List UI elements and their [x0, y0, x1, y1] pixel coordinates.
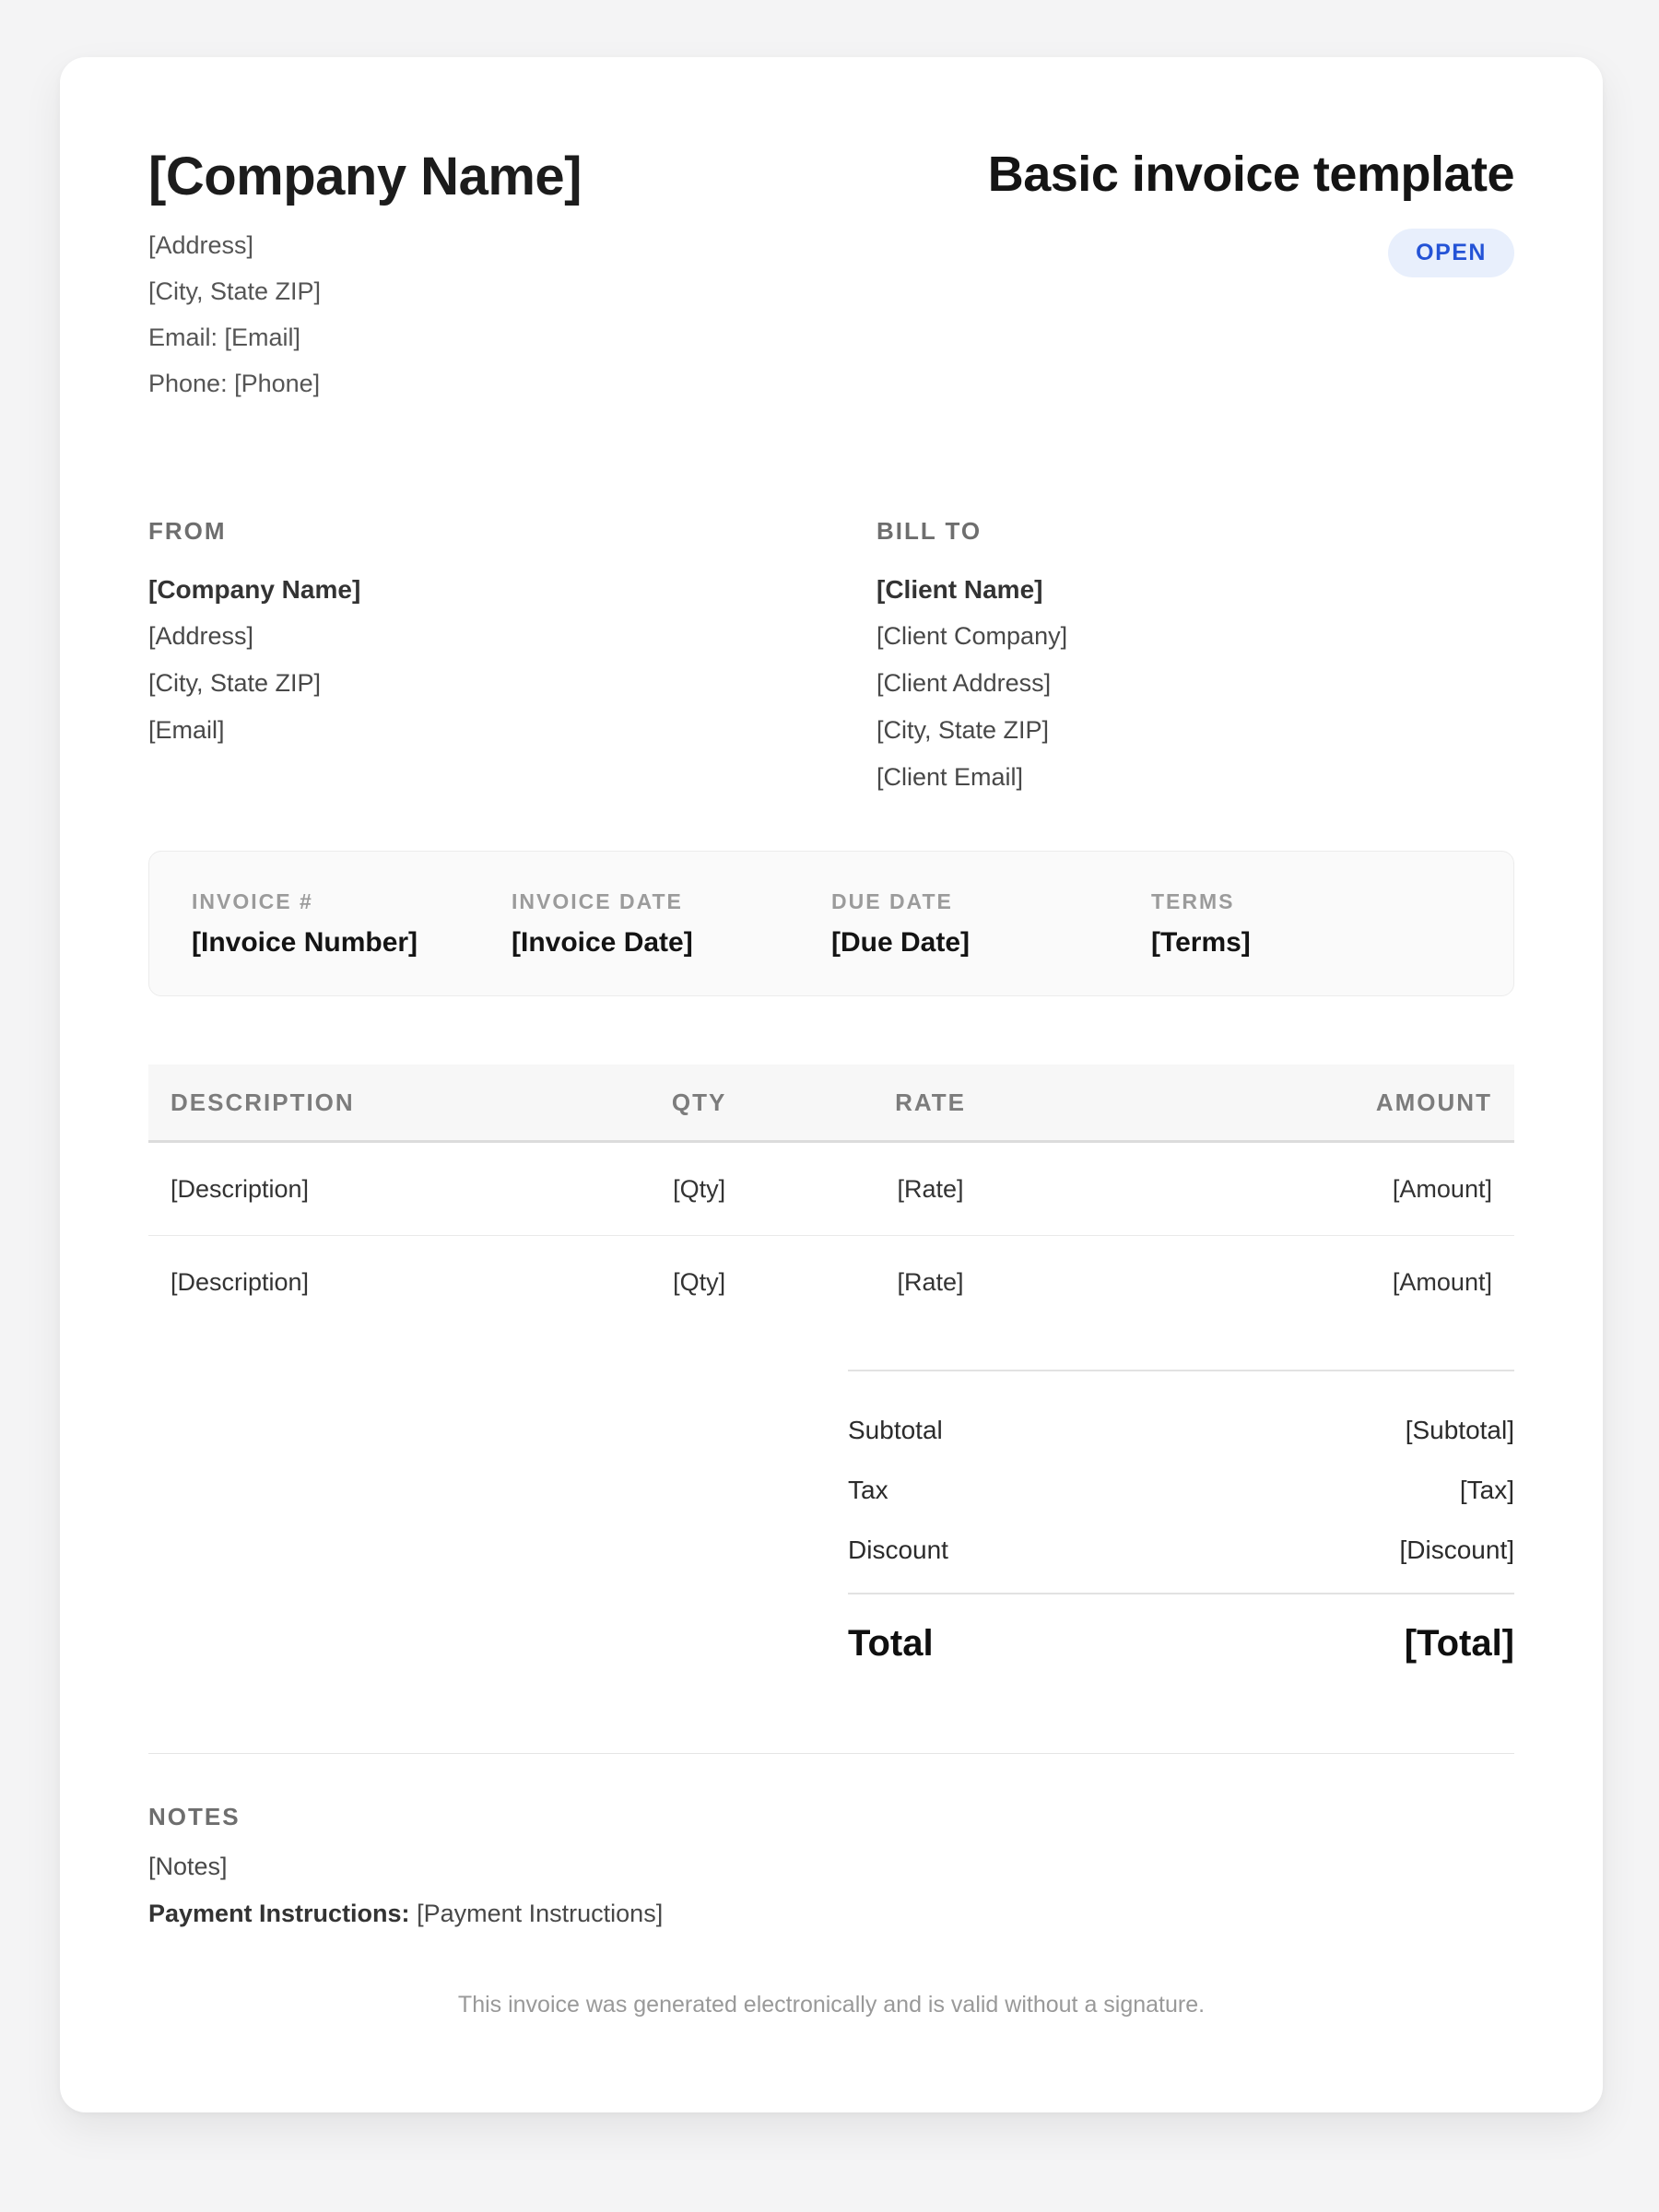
row-rate-cell: [Rate]: [897, 1268, 964, 1296]
subtotal-value: [Subtotal]: [1405, 1416, 1514, 1444]
invoice-number-field: [192, 888, 512, 959]
invoice-date-label: INVOICE DATE: [512, 889, 683, 913]
bill-to-block: [877, 517, 1514, 801]
notes-body: [Notes]: [148, 1853, 228, 1880]
company-email-line: Email: [Email]: [148, 324, 301, 351]
terms-field: [1151, 888, 1471, 959]
row-description-cell: [Description]: [171, 1175, 310, 1203]
row-qty-cell: [Qty]: [673, 1268, 726, 1296]
payment-instructions-value: [Payment Instructions]: [417, 1900, 664, 1927]
company-address-line: [Address]: [148, 231, 254, 259]
from-email-line: [Email]: [148, 716, 225, 744]
client-city-line: [City, State ZIP]: [877, 716, 1050, 744]
from-address-line: [Address]: [148, 622, 254, 650]
row-amount-cell: [Amount]: [1392, 1268, 1492, 1296]
due-date-label: DUE DATE: [831, 889, 953, 913]
client-company-line: [Client Company]: [877, 622, 1068, 650]
row-amount-cell: [Amount]: [1392, 1175, 1492, 1203]
company-city-line: [City, State ZIP]: [148, 277, 322, 305]
footer-disclaimer: This invoice was generated electronically and is valid without a signature.: [457, 1992, 1206, 2018]
due-date-value: [Due Date]: [831, 927, 971, 958]
invoice-number-label: INVOICE #: [192, 889, 313, 913]
invoice-card: [60, 57, 1603, 2112]
from-label: FROM: [148, 517, 227, 545]
table-row: [148, 1236, 1514, 1328]
company-header: [148, 146, 582, 406]
title-block: [988, 146, 1514, 277]
status-badge: OPEN: [1388, 229, 1514, 277]
page-title: Basic invoice template: [987, 147, 1514, 202]
notes-divider: [148, 1753, 1514, 1754]
client-address-line: [Client Address]: [877, 669, 1052, 697]
parties-section: [148, 517, 1514, 801]
row-qty-cell: [Qty]: [673, 1175, 726, 1203]
invoice-meta-box: [148, 851, 1514, 996]
tax-value: [Tax]: [1459, 1476, 1514, 1504]
invoice-date-value: [Invoice Date]: [512, 927, 693, 958]
notes-section: [148, 1803, 1514, 1927]
invoice-number-value: [Invoice Number]: [192, 927, 418, 958]
total-row: [848, 1593, 1514, 1665]
discount-value: [Discount]: [1399, 1535, 1514, 1564]
amount-column-header: AMOUNT: [1375, 1088, 1492, 1116]
client-name: [Client Name]: [877, 575, 1043, 604]
table-header-row: [148, 1065, 1514, 1143]
discount-row: [848, 1537, 1514, 1563]
totals-section: [848, 1370, 1514, 1665]
rate-column-header: RATE: [895, 1088, 966, 1116]
invoice-header: [148, 146, 1514, 406]
from-block: [148, 517, 877, 801]
terms-value: [Terms]: [1151, 927, 1251, 958]
table-row: [148, 1143, 1514, 1236]
company-phone-line: Phone: [Phone]: [148, 370, 321, 397]
subtotal-label: Subtotal: [848, 1416, 943, 1444]
line-items-table: [148, 1065, 1514, 1328]
company-name: [Company Name]: [148, 147, 582, 206]
invoice-date-field: [512, 888, 831, 959]
discount-label: Discount: [848, 1535, 948, 1564]
description-column-header: DESCRIPTION: [171, 1088, 355, 1116]
from-city-line: [City, State ZIP]: [148, 669, 322, 697]
from-company-name: [Company Name]: [148, 575, 361, 604]
due-date-field: [831, 888, 1151, 959]
subtotal-row: [848, 1418, 1514, 1443]
client-email-line: [Client Email]: [877, 763, 1024, 791]
row-rate-cell: [Rate]: [897, 1175, 964, 1203]
tax-label: Tax: [848, 1476, 888, 1504]
terms-label: TERMS: [1151, 889, 1235, 913]
payment-instructions-label: Payment Instructions:: [148, 1900, 410, 1927]
payment-instructions-line: [148, 1900, 1514, 1927]
total-label: Total: [848, 1623, 934, 1664]
tax-row: [848, 1477, 1514, 1503]
total-value: [Total]: [1404, 1623, 1514, 1664]
bill-to-label: BILL TO: [877, 517, 982, 545]
qty-column-header: QTY: [671, 1088, 727, 1116]
company-contact-block: [148, 222, 582, 406]
row-description-cell: [Description]: [171, 1268, 310, 1296]
notes-label: NOTES: [148, 1803, 241, 1830]
